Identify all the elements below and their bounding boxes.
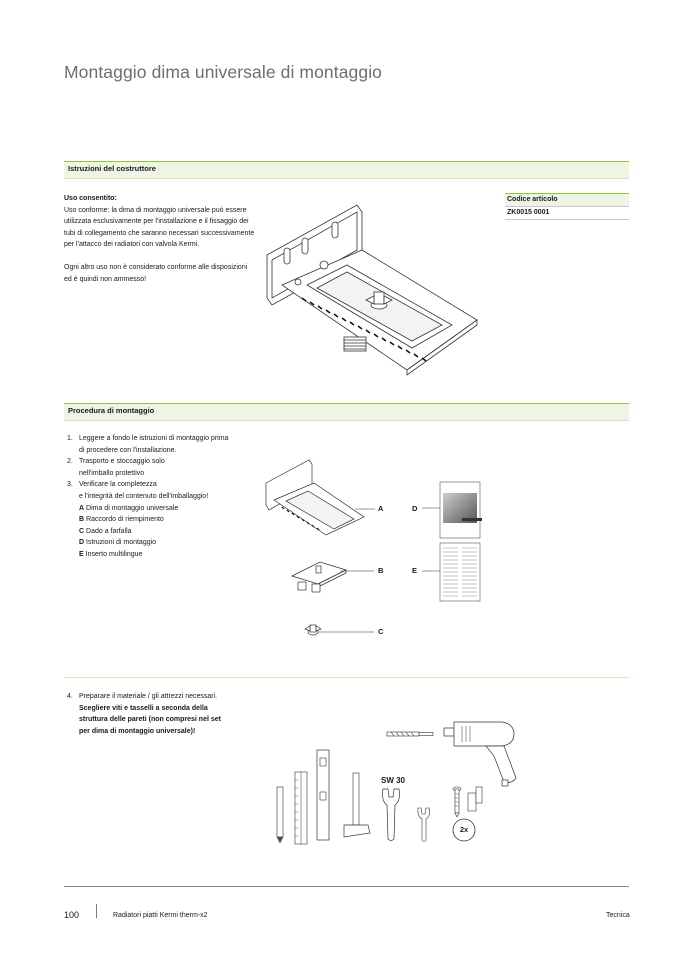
- step-4-warning: per dima di montaggio universale)!: [79, 727, 196, 735]
- folding-ruler-icon: [293, 770, 309, 846]
- intended-use-line: tubi di collegamento che saranno necessari successivamente: [64, 229, 255, 237]
- part-item: D Istruzioni di montaggio: [79, 539, 157, 547]
- label-e: E: [412, 566, 418, 575]
- wrench-size-label: SW 30: [381, 776, 406, 785]
- section-header-procedure: [64, 403, 629, 421]
- part-c-illustration: [304, 622, 322, 636]
- intended-use-line: utilizzata esclusivamente per l'installazione e il fissaggio dei: [64, 218, 249, 225]
- section-header-label: Procedura di montaggio: [68, 406, 155, 415]
- wrench-large-icon: [380, 787, 402, 843]
- step-item: 1. Leggere a fondo le istruzioni di montaggio prima di procedere con l'installazione.: [67, 435, 229, 454]
- part-item: A Dima di montaggio universale: [79, 504, 179, 512]
- section-header-manufacturer: [64, 161, 629, 179]
- part-item: B Raccordo di riempimento: [79, 516, 164, 524]
- procedure-steps: [64, 433, 264, 561]
- part-e-illustration: [422, 542, 484, 604]
- other-use-line: Ogni altro uso non è considerato conforme alle disposizioni: [64, 264, 248, 271]
- step-item: 2. Trasporto e stoccaggio solo nell'imballo protettivo: [67, 458, 165, 477]
- label-d: D: [412, 504, 418, 513]
- article-code-value: ZK0015 0001: [505, 206, 629, 220]
- label-c: C: [378, 627, 384, 636]
- leader-line-a: [355, 508, 375, 510]
- intended-use-block: [64, 193, 264, 285]
- footer-separator: [96, 904, 97, 918]
- article-code-label: Codice articolo: [505, 193, 629, 206]
- quantity-label: 2x: [459, 825, 469, 834]
- section-header-label: Istruzioni del costruttore: [68, 164, 156, 173]
- footer-page-number: 100: [64, 910, 80, 920]
- intended-use-line: per l'attacco dei radiatori con valvola Kermi.: [64, 241, 200, 248]
- intended-use-title: Uso consentito:: [64, 195, 117, 202]
- other-use-line: ed è quindi non ammesso!: [64, 275, 147, 283]
- part-d-illustration: [422, 481, 484, 539]
- step-item: 3. Verificare la completezza e l'integrità del contenuto dell'imballaggio! A Dima di montaggio universale B Raccordo di riempimento C Dado a farfalla D Istruzioni di montaggio E Inserto multilingue: [64, 479, 264, 560]
- spirit-level-icon: [315, 748, 331, 842]
- step-4-line: Preparare il materiale / gli attrezzi necessari.: [79, 693, 218, 700]
- step-4-warning: Scegliere viti e tasselli a seconda della: [79, 704, 208, 712]
- step-4: 4. Preparare il materiale / gli attrezzi necessari. Scegliere viti e tasselli a seconda della struttura delle pareti (non compresi nel set per dima di montaggio universale)!: [64, 691, 264, 737]
- leader-line-b: [340, 570, 374, 572]
- footer-section-name: Tecnica: [606, 912, 630, 919]
- part-item: E Inserto multilingue: [79, 550, 143, 558]
- screws-dowels-icon: [450, 785, 484, 821]
- leader-line-c: [318, 631, 374, 633]
- drill-icon: [442, 716, 532, 788]
- pencil-icon: [275, 785, 285, 845]
- footer-document-title: Radiatori piatti Kermi therm-x2: [113, 912, 208, 919]
- article-code-box: [505, 193, 629, 220]
- part-item: C Dado a farfalla: [79, 527, 132, 535]
- section-divider: [64, 677, 629, 678]
- page-title: Montaggio dima universale di montaggio: [64, 62, 383, 82]
- part-a-illustration: [264, 455, 374, 535]
- footer-rule: [64, 886, 629, 887]
- wrench-small-icon: [416, 806, 432, 844]
- hammer-icon: [342, 771, 372, 841]
- drill-bit-icon: [386, 728, 436, 740]
- part-b-illustration: [290, 560, 350, 595]
- mounting-template-illustration: [262, 200, 487, 380]
- step-4-warning: struttura delle pareti (non compresi nel set: [79, 716, 221, 724]
- label-b: B: [378, 566, 384, 575]
- label-a: A: [378, 504, 384, 513]
- intended-use-line: Uso conforme: la dima di montaggio universale può essere: [64, 206, 247, 214]
